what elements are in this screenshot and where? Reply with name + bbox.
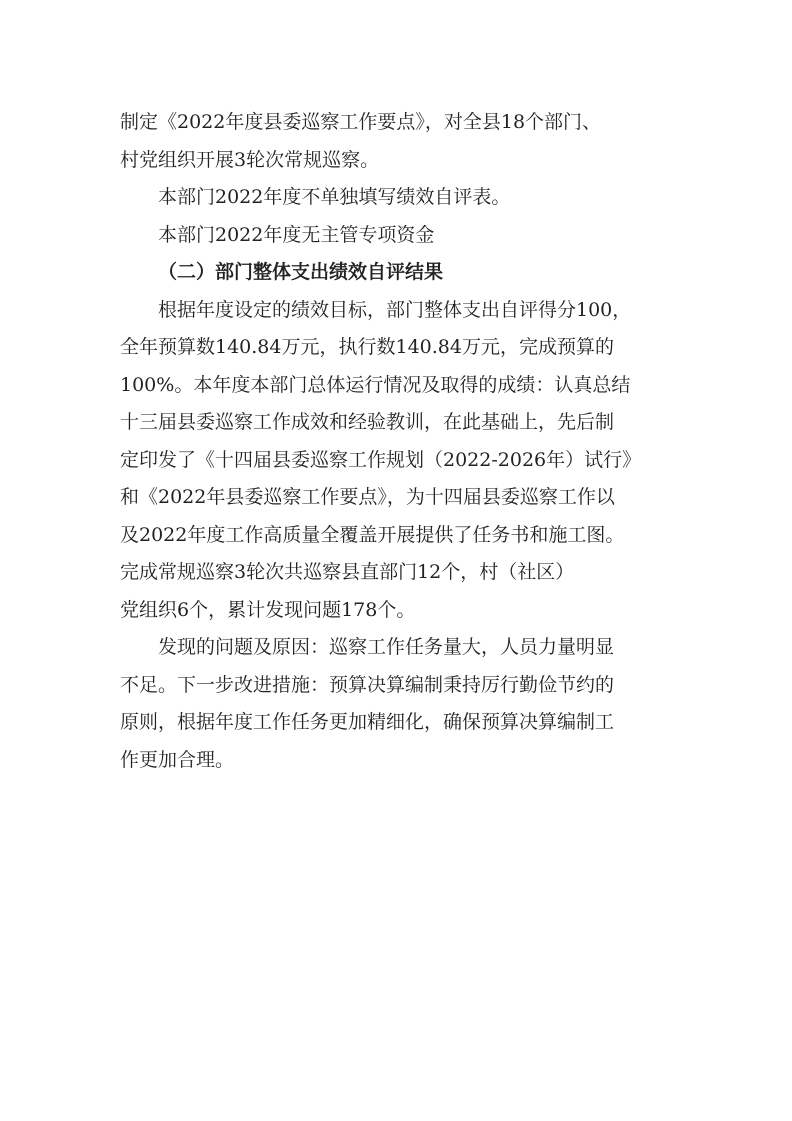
paragraph-line: 制定《2022年度县委巡察工作要点》，对全县18个部门、 bbox=[120, 111, 602, 133]
paragraph-line: 和《2022年县委巡察工作要点》，为十四届县委巡察工作以 bbox=[120, 486, 615, 508]
paragraph-line: 原则，根据年度工作任务更加精细化，确保预算决算编制工 bbox=[120, 711, 615, 733]
paragraph-line: 及2022年度工作高质量全覆盖开展提供了任务书和施工图。 bbox=[120, 523, 625, 546]
paragraph-line: 党组织6个，累计发现问题178个。 bbox=[120, 598, 416, 621]
paragraph-line: 本部门2022年度无主管专项资金 bbox=[158, 223, 435, 246]
paragraph-line: 本部门2022年度不单独填写绩效自评表。 bbox=[158, 186, 511, 208]
paragraph-line: 作更加合理。 bbox=[120, 748, 235, 771]
section-heading: （二）部门整体支出绩效自评结果 bbox=[158, 261, 444, 283]
paragraph-line: 村党组织开展3轮次常规巡察。 bbox=[120, 148, 380, 171]
paragraph-line: 不足。下一步改进措施：预算决算编制秉持厉行勤俭节约的 bbox=[120, 673, 615, 696]
paragraph-line: 全年预算数140.84万元，执行数140.84万元，完成预算的 bbox=[120, 336, 614, 358]
paragraph-line: 100%。本年度本部门总体运行情况及取得的成绩：认真总结 bbox=[120, 373, 631, 396]
paragraph-line: 发现的问题及原因：巡察工作任务量大，人员力量明显 bbox=[158, 636, 615, 658]
paragraph-line: 完成常规巡察3轮次共巡察县直部门12个，村（社区） bbox=[120, 561, 575, 583]
paragraph-line: 定印发了《十四届县委巡察工作规划（2022-2026年）试行》 bbox=[120, 448, 642, 471]
paragraph-line: 根据年度设定的绩效目标，部门整体支出自评得分100， bbox=[158, 298, 632, 321]
document-body bbox=[120, 104, 672, 779]
paragraph-line: 十三届县委巡察工作成效和经验教训，在此基础上，先后制 bbox=[120, 411, 615, 433]
